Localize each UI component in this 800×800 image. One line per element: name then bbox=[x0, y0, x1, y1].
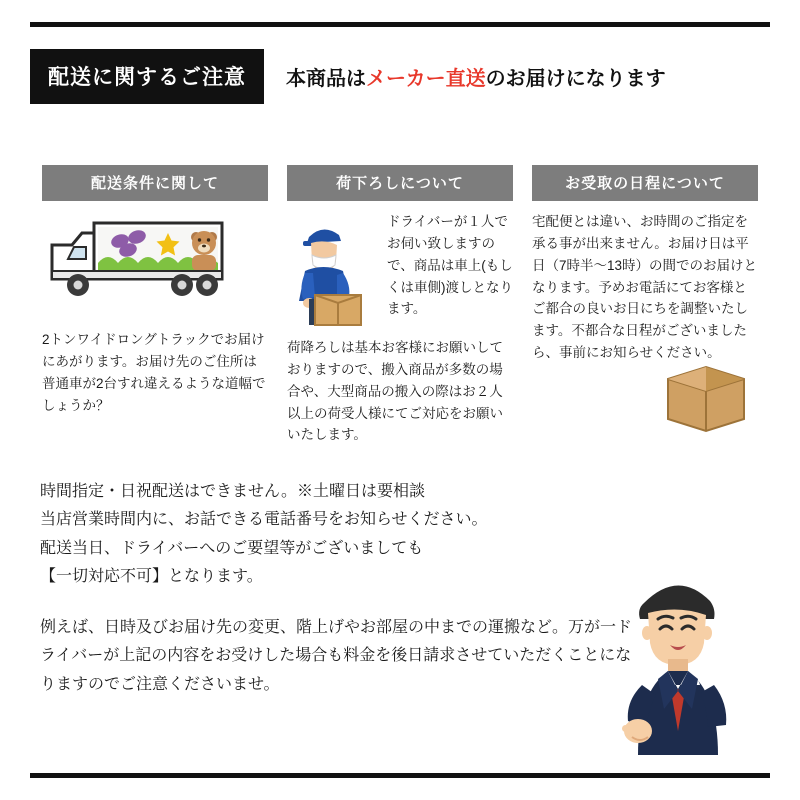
delivery-worker-icon bbox=[287, 211, 379, 329]
column-unloading bbox=[287, 165, 513, 446]
column-1-body: 2トンワイドロングトラックでお届けにあがります。お届け先のご住所は普通車が2台すれ違えるような道幅でしょうか？ bbox=[42, 332, 266, 413]
title-highlight: メーカー直送 bbox=[366, 67, 486, 90]
note-line-4: 【一切対応不可】となります。 bbox=[40, 568, 263, 586]
info-columns bbox=[42, 165, 758, 446]
column-3-body: 宅配便とは違い、お時間のご指定を承る事が出来ません。お届け日は平日（7時半〜13時）の間でのお届けとなります。予めお電話にてお客様とご都合の良いお日にちを調整いたします。不都合な日程がございましたら、事前にお知らせください。 bbox=[532, 214, 758, 361]
column-2-title: 荷下ろしについて bbox=[287, 165, 513, 201]
column-3-title: お受取の日程について bbox=[532, 165, 758, 201]
note-line-3: 配送当日、ドライバーへのご要望等がございましても bbox=[40, 539, 424, 557]
pointing-businessman-icon bbox=[602, 559, 762, 764]
note-line-2: 当店営業時間内に、お話できる電話番号をお知らせください。 bbox=[40, 511, 488, 529]
column-1-title: 配送条件に関して bbox=[42, 165, 268, 201]
bottom-divider bbox=[30, 773, 770, 778]
top-divider bbox=[30, 22, 770, 27]
truck-icon bbox=[42, 201, 268, 319]
title-prefix: 本商品は bbox=[286, 67, 366, 90]
cardboard-box-icon bbox=[658, 353, 754, 438]
column-2-body-top: ドライバーが１人でお伺い致しますので、商品は車上(もしくは車側)渡しとなります。 bbox=[387, 214, 513, 317]
title-suffix: のお届けになります bbox=[485, 67, 666, 90]
column-delivery-conditions bbox=[42, 165, 268, 446]
notes-block bbox=[40, 478, 640, 699]
note-line-1: 時間指定・日祝配送はできません。※土曜日は要相談 bbox=[40, 483, 425, 500]
column-2-body: 荷降ろしは基本お客様にお願いしておりますので、搬入商品が多数の場合や、大型商品の搬入の際はお２人以上の荷受人様にてご対応をお願いいたします。 bbox=[287, 340, 503, 443]
page-title bbox=[286, 62, 666, 91]
header-badge: 配送に関するご注意 bbox=[30, 49, 264, 104]
column-receiving-schedule bbox=[532, 165, 758, 446]
note-paragraph-2: 例えば、日時及びお届け先の変更、階上げやお部屋の中までの運搬など。万が一ドライバーが上記の内容をお受けした場合も料金を後日請求させていただくことになりますのでご注意くださいませ。 bbox=[40, 618, 633, 693]
header bbox=[30, 45, 770, 107]
